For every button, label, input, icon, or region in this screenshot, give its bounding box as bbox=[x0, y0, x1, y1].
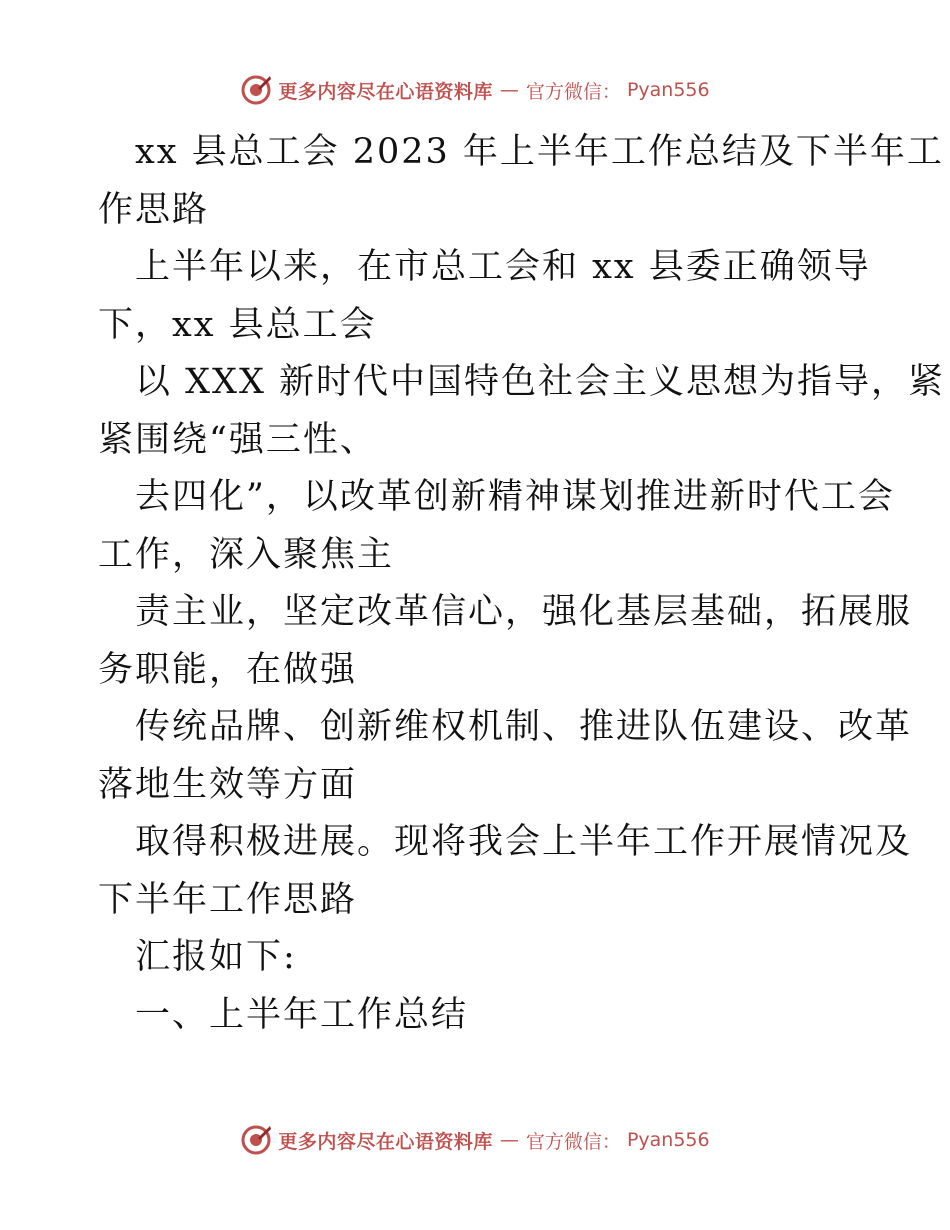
doc-line: 工作，深入聚焦主 bbox=[98, 534, 395, 575]
footer-wechat-id: Pyan556 bbox=[626, 1129, 710, 1151]
header-wechat-id: Pyan556 bbox=[626, 79, 710, 101]
doc-line: 上半年以来，在市总工会和 xx 县委正确领导 bbox=[135, 247, 871, 287]
doc-line: 下，xx 县总工会 bbox=[98, 304, 377, 345]
doc-line: 紧围绕“强三性、 bbox=[98, 419, 377, 460]
doc-line: 以 XXX 新时代中国特色社会主义思想为指导，紧 bbox=[135, 362, 946, 402]
doc-line: 下半年工作思路 bbox=[98, 879, 358, 920]
doc-line: 去四化”，以改革创新精神谋划推进新时代工会 bbox=[135, 477, 895, 517]
document-body bbox=[98, 124, 946, 1044]
footer-watermark-banner bbox=[0, 1120, 950, 1160]
doc-line: 落地生效等方面 bbox=[98, 764, 358, 805]
footer-dash: — bbox=[499, 1129, 519, 1151]
header-brand-text: 更多内容尽在心语资料库 bbox=[278, 80, 493, 103]
doc-line: 汇报如下: bbox=[135, 937, 297, 977]
footer-wechat-label: 官方微信： bbox=[525, 1130, 621, 1153]
header-dash: — bbox=[499, 79, 519, 101]
pen-logo-icon bbox=[240, 1124, 272, 1156]
pen-logo-icon bbox=[240, 74, 272, 106]
doc-line: 传统品牌、创新维权机制、推进队伍建设、改革 bbox=[135, 707, 913, 747]
doc-line: xx 县总工会 2023 年上半年工作总结及下半年工 bbox=[135, 132, 944, 172]
header-wechat-label: 官方微信： bbox=[525, 80, 621, 103]
header-watermark-banner bbox=[0, 70, 950, 110]
doc-line: 作思路 bbox=[98, 189, 210, 230]
doc-line: 责主业，坚定改革信心，强化基层基础，拓展服 bbox=[135, 592, 913, 632]
section-heading: 一、上半年工作总结 bbox=[135, 994, 469, 1035]
footer-brand-text: 更多内容尽在心语资料库 bbox=[278, 1130, 493, 1153]
doc-line: 取得积极进展。现将我会上半年工作开展情况及 bbox=[135, 822, 913, 862]
doc-line: 务职能，在做强 bbox=[98, 649, 358, 690]
